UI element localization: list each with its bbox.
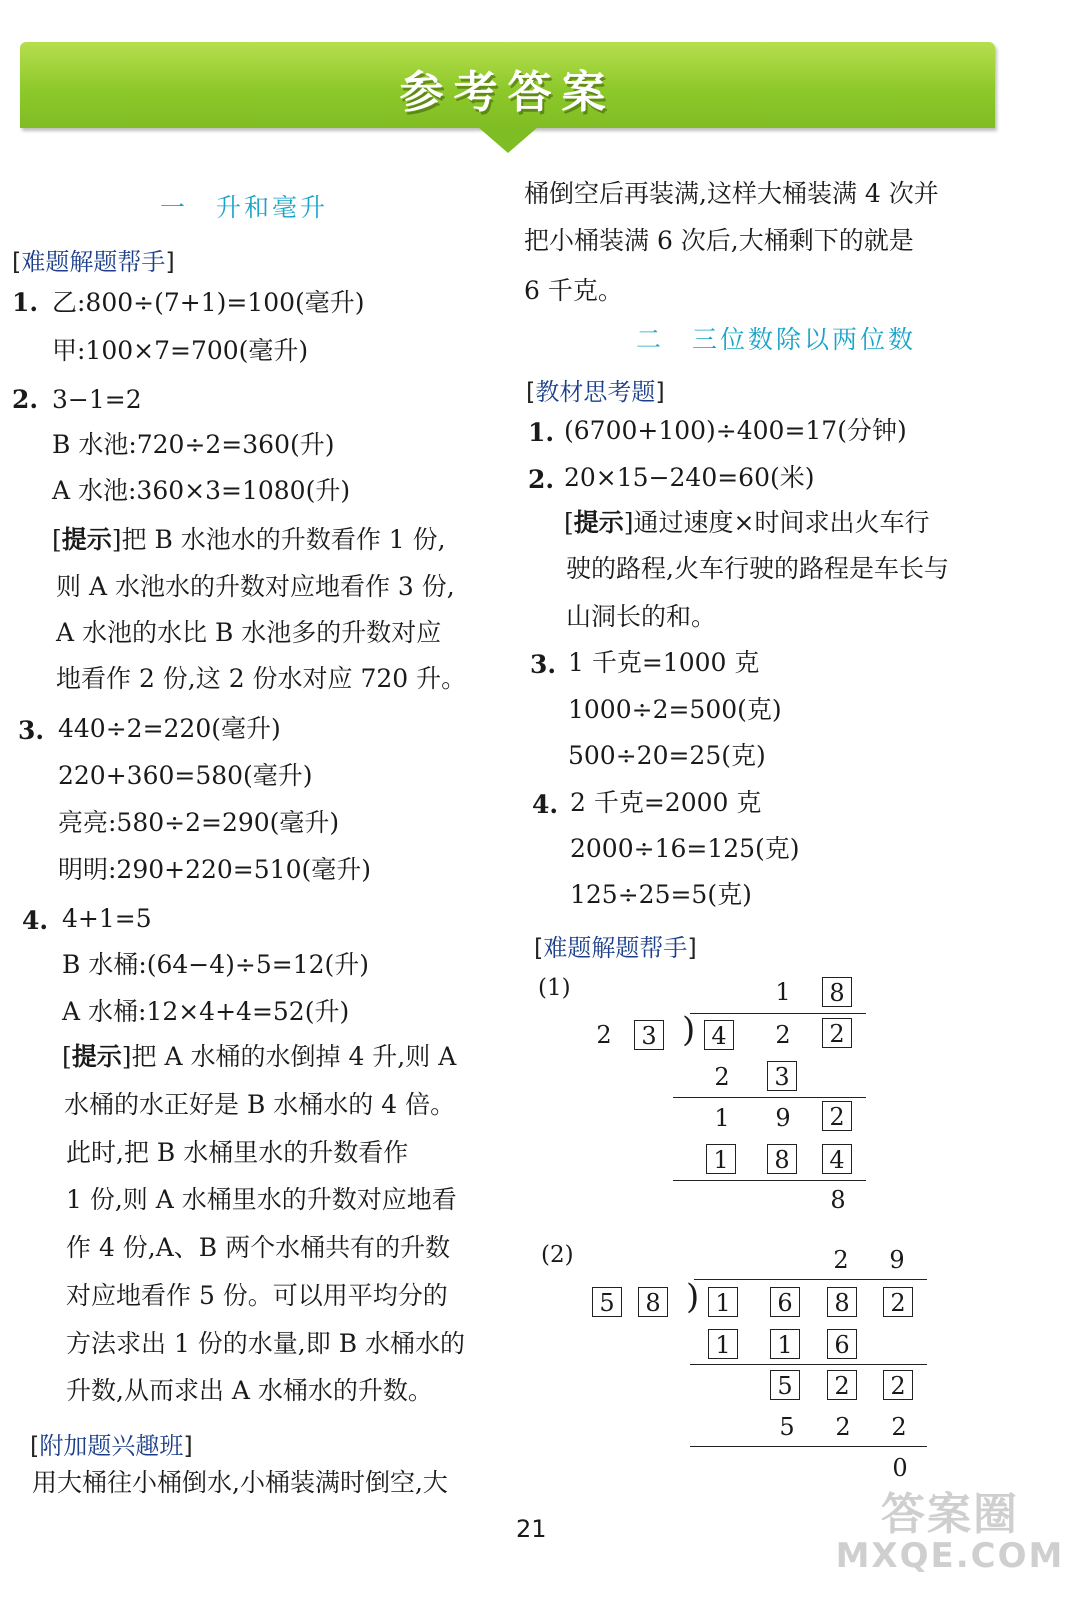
digit: 2 [891,1413,907,1441]
problem-number: 2. [528,465,555,494]
bracket-label: 难题解题帮手 [543,934,688,962]
hint-text: 把 B 水池水的升数看作 1 份, [121,525,446,554]
answer-line: 3−1=2 [52,385,142,414]
hint-label: 提示 [71,1042,122,1071]
subtraction-line [673,1097,866,1098]
answer-line: 20×15−240=60(米) [564,463,815,492]
division-bar [694,1279,927,1280]
answer-line: 2000÷16=125(克) [570,834,800,863]
division-label: (1) [538,975,571,1001]
digit-box: 8 [822,977,852,1007]
hint-line: [提示]把 A 水桶的水倒掉 4 升,则 A [62,1042,457,1071]
digit-box: 5 [592,1287,622,1317]
answer-line: 2 千克=2000 克 [570,788,762,817]
division-label: (2) [541,1242,574,1268]
hint-text: 把 A 水桶的水倒掉 4 升,则 A [131,1042,457,1071]
digit: 1 [714,1104,730,1132]
digit: 1 [775,978,791,1006]
subtraction-line [690,1364,927,1365]
digit-box: 1 [708,1329,738,1359]
section-heading-2: 二 三位数除以两位数 [636,325,917,354]
digit: 9 [775,1104,791,1132]
hint-line: 水桶的水正好是 B 水桶水的 4 倍。 [64,1090,456,1119]
hint-label: 提示 [61,525,112,554]
problem-number: 2. [12,385,39,414]
answer-line: 把小桶装满 6 次后,大桶剩下的就是 [524,226,914,255]
page-title: 参考答案 [399,67,616,118]
digit-box: 4 [704,1020,734,1050]
hint-line: A 水池的水比 B 水池多的升数对应 [56,618,442,647]
digit-box: 8 [827,1287,857,1317]
title-banner [20,42,995,128]
bracket-heading-extra: [附加题兴趣班] [30,1432,193,1460]
digit-box: 2 [883,1370,913,1400]
division-bar [690,1013,866,1014]
hint-line: 1 份,则 A 水桶里水的升数对应地看 [66,1185,457,1214]
bracket-label: 难题解题帮手 [21,248,166,276]
digit-box: 3 [634,1020,664,1050]
answer-line: 500÷20=25(克) [568,741,766,770]
subtraction-line [673,1180,866,1181]
page-number: 21 [516,1515,547,1543]
hint-line: 升数,从而求出 A 水桶水的升数。 [66,1376,433,1405]
digit: 2 [835,1413,851,1441]
digit: 9 [889,1246,905,1274]
bracket-label: 教材思考题 [535,378,656,406]
digit-box: 8 [767,1144,797,1174]
digit-box: 8 [638,1287,668,1317]
section-heading-1: 一 升和毫升 [160,193,329,222]
answer-line: B 水池:720÷2=360(升) [52,430,335,459]
answer-line: 1 千克=1000 克 [568,648,760,677]
hint-line: 地看作 2 份,这 2 份水对应 720 升。 [56,664,467,693]
bracket-heading-difficult-1: [难题解题帮手] [12,248,175,276]
answer-line: 4+1=5 [62,904,152,933]
answer-line: B 水桶:(64−4)÷5=12(升) [62,950,370,979]
digit-box: 5 [770,1370,800,1400]
watermark-url: MXQE.COM [835,1536,1065,1576]
hint-line: [提示]把 B 水池水的升数看作 1 份, [52,525,446,554]
hint-line: 此时,把 B 水桶里水的升数看作 [66,1138,409,1167]
division-bracket: ) [682,1010,696,1050]
answer-line: 440÷2=220(毫升) [58,714,281,743]
answer-line: 甲:100×7=700(毫升) [52,336,309,365]
answer-line: A 水池:360×3=1080(升) [52,476,351,505]
subtraction-line [690,1446,927,1447]
digit-box: 4 [822,1144,852,1174]
digit-box: 1 [708,1287,738,1317]
answer-line: 亮亮:580÷2=290(毫升) [58,808,340,837]
digit: 2 [596,1021,612,1049]
hint-line: 作 4 份,A、B 两个水桶共有的升数 [66,1233,451,1262]
answer-line: 6 千克。 [524,276,623,305]
watermark-line: 答案圈 [881,1489,1019,1540]
digit-box: 1 [770,1329,800,1359]
problem-number: 3. [530,650,557,679]
answer-line: A 水桶:12×4+4=52(升) [62,997,350,1026]
digit-box: 2 [822,1101,852,1131]
digit: 5 [779,1413,795,1441]
watermark [835,1478,1065,1576]
hint-line: 山洞长的和。 [566,602,717,631]
digit-box: 1 [706,1144,736,1174]
problem-number: 1. [12,288,39,317]
digit-box: 2 [883,1287,913,1317]
digit: 0 [892,1454,908,1482]
digit-box: 3 [767,1061,797,1091]
problem-number: 1. [528,418,555,447]
answer-line: (6700+100)÷400=17(分钟) [564,416,907,445]
answer-line: 220+360=580(毫升) [58,761,313,790]
digit: 2 [714,1063,730,1091]
digit: 2 [775,1021,791,1049]
bracket-label: 附加题兴趣班 [39,1432,184,1460]
digit-box: 2 [822,1018,852,1048]
problem-number: 4. [532,790,559,819]
digit: 2 [833,1246,849,1274]
digit: 8 [830,1186,846,1214]
digit-box: 6 [827,1329,857,1359]
answer-line: 125÷25=5(克) [570,880,752,909]
division-bracket: ) [686,1277,700,1317]
bracket-heading-textbook: [教材思考题] [526,378,665,406]
hint-text: 通过速度×时间求出火车行 [633,508,930,537]
bracket-heading-difficult-2: [难题解题帮手] [534,934,697,962]
hint-line: [提示]通过速度×时间求出火车行 [564,508,930,537]
hint-label: 提示 [573,508,624,537]
answer-line: 1000÷2=500(克) [568,695,782,724]
digit-box: 2 [827,1370,857,1400]
answer-line: 乙:800÷(7+1)=100(毫升) [52,288,365,317]
problem-number: 4. [22,906,49,935]
answer-line: 明明:290+220=510(毫升) [58,855,371,884]
banner-pointer [478,127,538,153]
hint-line: 方法求出 1 份的水量,即 B 水桶水的 [66,1329,466,1358]
digit-box: 6 [770,1287,800,1317]
answer-line: 桶倒空后再装满,这样大桶装满 4 次并 [524,179,939,208]
hint-line: 则 A 水池水的升数对应地看作 3 份, [56,572,455,601]
problem-number: 3. [18,716,45,745]
hint-line: 对应地看作 5 份。可以用平均分的 [66,1281,448,1310]
answer-line: 用大桶往小桶倒水,小桶装满时倒空,大 [32,1468,448,1497]
hint-line: 驶的路程,火车行驶的路程是车长与 [566,554,949,583]
